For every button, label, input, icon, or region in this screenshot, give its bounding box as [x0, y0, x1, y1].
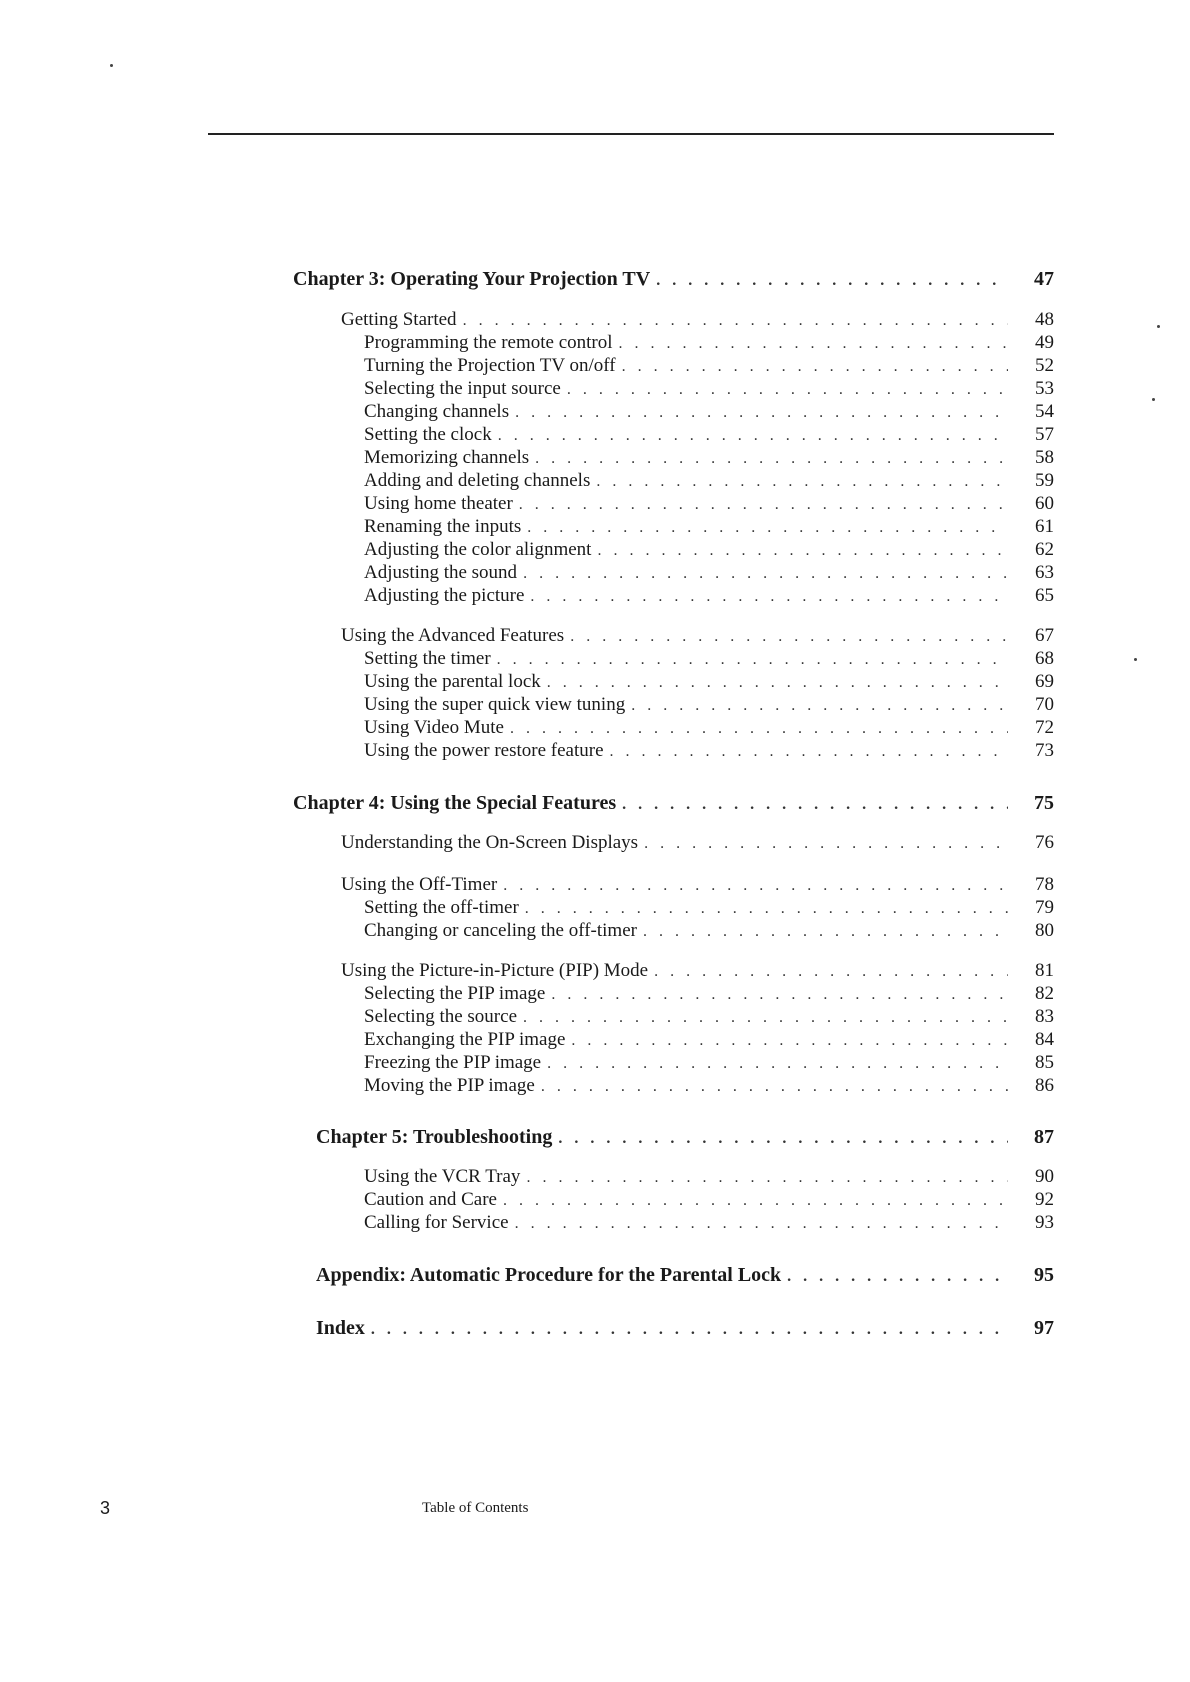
toc-entry-page: 59	[1035, 470, 1054, 491]
dot-leader	[622, 792, 1008, 818]
toc-entry-page: 47	[1034, 268, 1054, 290]
toc-entry[interactable]	[364, 583, 1054, 609]
toc-entry-page: 81	[1035, 960, 1054, 981]
toc-entry-page: 78	[1035, 874, 1054, 895]
toc-entry-label: Renaming the inputs	[364, 516, 522, 537]
toc-entry-page: 92	[1035, 1189, 1054, 1210]
toc-entry-page: 53	[1035, 378, 1054, 399]
toc-entry-page: 90	[1035, 1166, 1054, 1187]
toc-entry-label: Exchanging the PIP image	[364, 1029, 566, 1050]
dot-leader	[610, 739, 1008, 765]
toc-entry-page: 85	[1035, 1052, 1054, 1073]
toc-entry-label: Turning the Projection TV on/off	[364, 355, 616, 376]
toc-entry-page: 75	[1034, 792, 1054, 814]
toc-entry-label: Chapter 4: Using the Special Features	[293, 792, 617, 814]
footer-page-number: 3	[100, 1498, 111, 1518]
toc-entry-label: Adding and deleting channels	[364, 470, 591, 491]
toc-entry-label: Adjusting the sound	[364, 562, 518, 583]
toc-entry-label: Understanding the On-Screen Displays	[341, 832, 639, 853]
toc-entry-label: Using the Picture-in-Picture (PIP) Mode	[341, 960, 649, 981]
toc-entry-label: Moving the PIP image	[364, 1075, 535, 1096]
dot-leader	[787, 1264, 1008, 1290]
toc-entry-label: Using the Off-Timer	[341, 874, 498, 895]
toc-entry-label: Using home theater	[364, 493, 513, 514]
toc-chapter-4[interactable]	[293, 790, 1054, 816]
toc-entry-label: Changing channels	[364, 401, 510, 422]
toc-entry[interactable]	[364, 738, 1054, 764]
scan-speck	[110, 64, 113, 67]
toc-entry-label: Chapter 5: Troubleshooting	[316, 1126, 553, 1148]
toc-entry-page: 79	[1035, 897, 1054, 918]
toc-entry-page: 86	[1035, 1075, 1054, 1096]
toc-entry-label: Using the power restore feature	[364, 740, 604, 761]
toc-entry-page: 84	[1035, 1029, 1054, 1050]
toc-entry-page: 67	[1035, 625, 1054, 646]
toc-entry-label: Programming the remote control	[364, 332, 613, 353]
toc-appendix[interactable]	[316, 1262, 1054, 1288]
toc-entry-label: Setting the off-timer	[364, 897, 519, 918]
toc-entry[interactable]	[364, 1210, 1054, 1236]
dot-leader	[371, 1317, 1008, 1343]
toc-entry-label: Using the super quick view tuning	[364, 694, 626, 715]
toc-entry-page: 57	[1035, 424, 1054, 445]
toc-entry-label: Selecting the input source	[364, 378, 561, 399]
toc-entry-page: 97	[1034, 1317, 1054, 1339]
toc-entry-page: 95	[1034, 1264, 1054, 1286]
toc-entry-page: 80	[1035, 920, 1054, 941]
toc-entry-page: 70	[1035, 694, 1054, 715]
toc-entry-page: 58	[1035, 447, 1054, 468]
toc-entry-label: Chapter 3: Operating Your Projection TV	[293, 268, 651, 290]
toc-entry-page: 72	[1035, 717, 1054, 738]
dot-leader	[558, 1126, 1008, 1152]
dot-leader	[644, 831, 1008, 857]
toc-entry-page: 54	[1035, 401, 1054, 422]
toc-entry-label: Selecting the source	[364, 1006, 518, 1027]
toc-chapter-3[interactable]	[293, 266, 1054, 292]
toc-entry-label: Freezing the PIP image	[364, 1052, 542, 1073]
scan-speck	[1134, 658, 1137, 661]
toc-entry-page: 63	[1035, 562, 1054, 583]
toc-entry-label: Adjusting the color alignment	[364, 539, 592, 560]
scan-speck	[1152, 398, 1155, 401]
toc-entry-label: Using the parental lock	[364, 671, 541, 692]
toc-entry-page: 83	[1035, 1006, 1054, 1027]
toc-entry[interactable]	[364, 918, 1054, 944]
toc-entry-label: Caution and Care	[364, 1189, 497, 1210]
toc-entry-page: 93	[1035, 1212, 1054, 1233]
scan-speck	[1157, 325, 1160, 328]
toc-entry-page: 76	[1035, 832, 1054, 853]
dot-leader	[530, 584, 1008, 610]
toc-entry-page: 48	[1035, 309, 1054, 330]
toc-entry-label: Appendix: Automatic Procedure for the Parental Lock	[316, 1264, 782, 1286]
toc-entry-label: Setting the clock	[364, 424, 492, 445]
toc-entry[interactable]	[341, 830, 1054, 856]
toc-chapter-5[interactable]	[316, 1124, 1054, 1150]
toc-entry[interactable]	[364, 1073, 1054, 1099]
toc-entry-page: 69	[1035, 671, 1054, 692]
toc-entry-page: 49	[1035, 332, 1054, 353]
toc-entry-page: 87	[1034, 1126, 1054, 1148]
dot-leader	[643, 919, 1008, 945]
toc-entry-page: 61	[1035, 516, 1054, 537]
toc-entry-label: Calling for Service	[364, 1212, 509, 1233]
toc-entry-label: Memorizing channels	[364, 447, 530, 468]
toc-entry-page: 82	[1035, 983, 1054, 1004]
toc-entry-label: Using the VCR Tray	[364, 1166, 521, 1187]
toc-entry-label: Selecting the PIP image	[364, 983, 546, 1004]
dot-leader	[656, 268, 1008, 294]
dot-leader	[515, 1211, 1008, 1237]
toc-index[interactable]	[316, 1315, 1054, 1341]
toc-entry-label: Setting the timer	[364, 648, 491, 669]
toc-entry-label: Adjusting the picture	[364, 585, 525, 606]
toc-entry-page: 65	[1035, 585, 1054, 606]
toc-entry-page: 60	[1035, 493, 1054, 514]
dot-leader	[541, 1074, 1008, 1100]
toc-entry-page: 52	[1035, 355, 1054, 376]
toc-entry-label: Changing or canceling the off-timer	[364, 920, 637, 941]
toc-entry-page: 62	[1035, 539, 1054, 560]
toc-entry-page: 73	[1035, 740, 1054, 761]
header-rule	[208, 133, 1054, 135]
footer-title: Table of Contents	[422, 1500, 529, 1516]
toc-entry-label: Using the Advanced Features	[341, 625, 565, 646]
toc-entry-label: Index	[316, 1317, 365, 1339]
toc-entry-label: Getting Started	[341, 309, 457, 330]
toc-entry-label: Using Video Mute	[364, 717, 504, 738]
toc-entry-page: 68	[1035, 648, 1054, 669]
